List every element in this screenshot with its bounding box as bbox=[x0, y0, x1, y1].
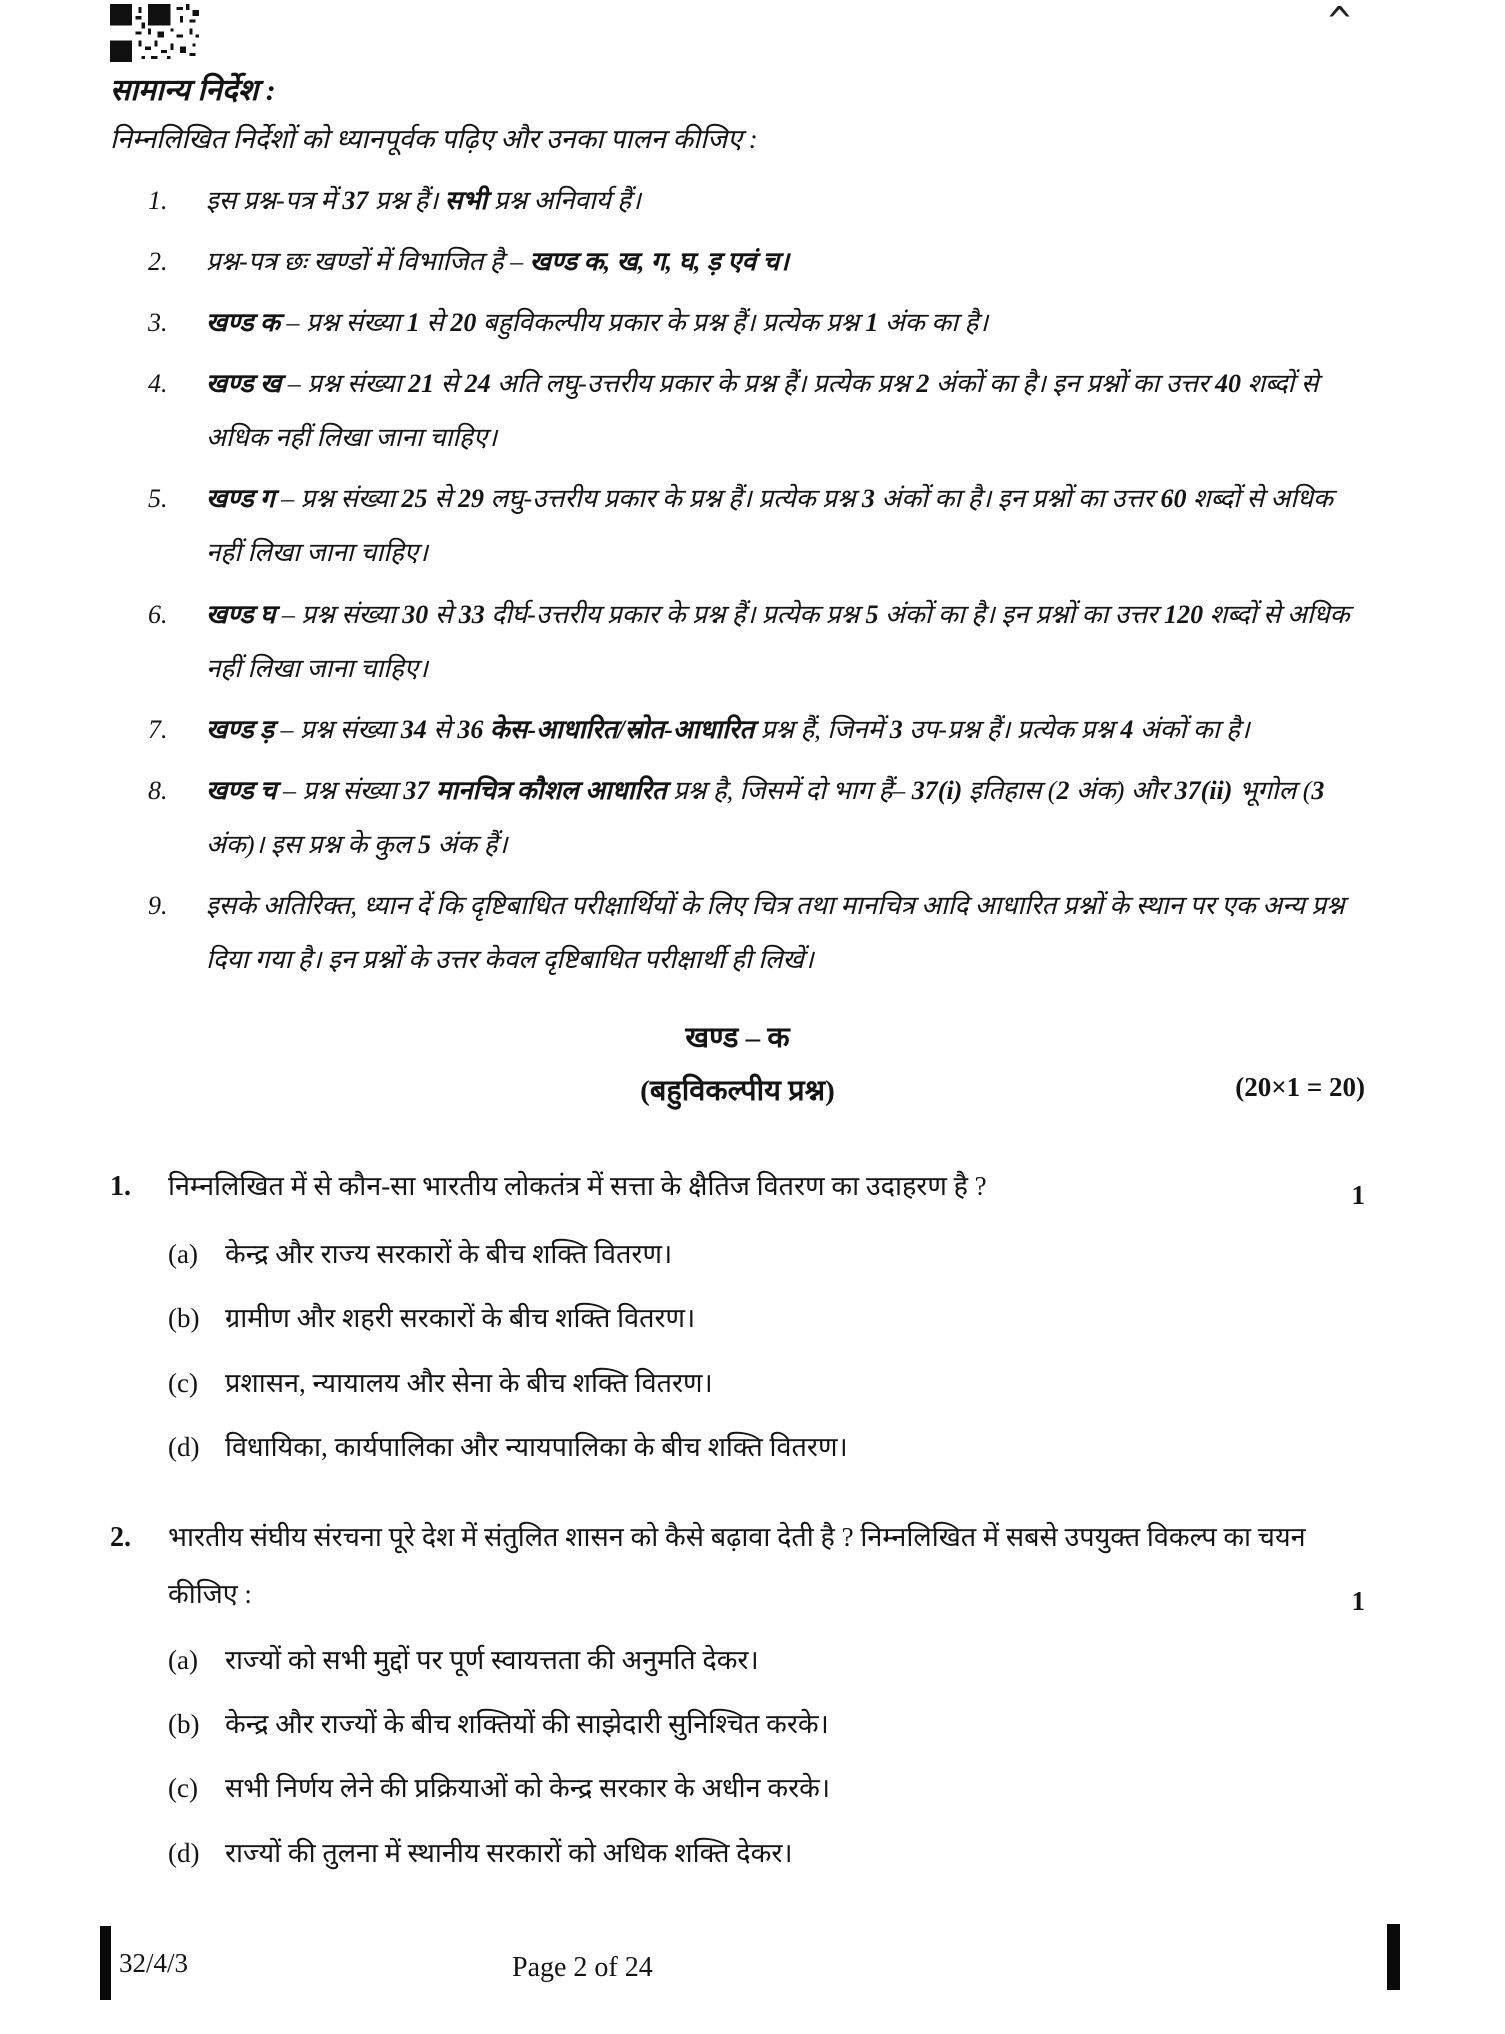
instruction-run: 37 bbox=[403, 775, 430, 805]
instruction-number: 9. bbox=[148, 890, 168, 920]
instruction-number: 2. bbox=[148, 247, 168, 277]
option-row bbox=[110, 1761, 1365, 1816]
instruction-text bbox=[184, 879, 1365, 987]
instruction-run: 33 bbox=[458, 599, 485, 629]
option-row bbox=[110, 1291, 1365, 1346]
question-body bbox=[168, 1158, 1365, 1217]
instruction-item bbox=[110, 357, 1365, 465]
option-text: ग्रामीण और शहरी सरकारों के बीच शक्ति वितरण। bbox=[225, 1303, 696, 1334]
instruction-run: 37 bbox=[342, 186, 369, 215]
option-row bbox=[110, 1227, 1365, 1282]
instruction-run: अति लघु-उत्तरीय प्रकार के प्रश्न हैं। प्रत्येक प्रश्न bbox=[490, 369, 917, 399]
instruction-run: भूगोल ( bbox=[1232, 775, 1312, 805]
instruction-text bbox=[184, 588, 1365, 696]
option-row bbox=[110, 1826, 1365, 1881]
instruction-run: 20 bbox=[450, 308, 477, 338]
instruction-item bbox=[110, 588, 1365, 696]
instruction-run: 34 bbox=[400, 714, 427, 744]
instruction-run: 37(ii) bbox=[1174, 775, 1233, 805]
instruction-item bbox=[110, 235, 1365, 289]
section-subtitle: (बहुविकल्पीय प्रश्न) bbox=[640, 1075, 835, 1108]
page-footer bbox=[0, 1924, 1505, 2000]
question-header bbox=[110, 1158, 1365, 1217]
instruction-text bbox=[184, 174, 1365, 228]
qr-code-icon bbox=[110, 4, 202, 62]
question-marks: 1 bbox=[1351, 1585, 1365, 1616]
instruction-run: 1 bbox=[865, 308, 879, 338]
instruction-run: उप-प्रश्न हैं। प्रत्येक प्रश्न bbox=[902, 714, 1121, 744]
instruction-run: से bbox=[419, 308, 451, 338]
option-row bbox=[110, 1356, 1365, 1411]
instruction-run: – प्रश्न संख्या bbox=[275, 599, 403, 629]
instruction-number: 7. bbox=[148, 714, 168, 744]
instruction-text bbox=[184, 357, 1365, 465]
instruction-run: – प्रश्न संख्या bbox=[276, 775, 404, 805]
instruction-run: प्रश्न हैं। bbox=[368, 186, 445, 215]
option-text: सभी निर्णय लेने की प्रक्रियाओं को केन्द्र सरकार के अधीन करके। bbox=[225, 1773, 831, 1804]
option-label: (d) bbox=[168, 1837, 200, 1868]
instruction-run: 29 bbox=[458, 484, 485, 514]
instruction-run: 60 bbox=[1160, 484, 1187, 514]
instruction-run: खण्ड च bbox=[206, 775, 277, 805]
option-label: (b) bbox=[168, 1303, 200, 1334]
instruction-run: खण्ड ड़ bbox=[206, 714, 274, 744]
instruction-run: 37(i) bbox=[911, 775, 963, 805]
instruction-item bbox=[110, 764, 1365, 872]
options-list bbox=[110, 1633, 1365, 1881]
option-row bbox=[110, 1697, 1365, 1752]
instruction-run: 30 bbox=[402, 599, 429, 629]
instruction-run: केस-आधारित/स्रोत-आधारित bbox=[489, 714, 755, 744]
instruction-run: – प्रश्न संख्या bbox=[273, 714, 401, 744]
section-subtitle-row bbox=[110, 1070, 1365, 1132]
instruction-run: खण्ड घ bbox=[206, 599, 276, 629]
instruction-run: अंक हैं। bbox=[430, 829, 508, 859]
instruction-number: 3. bbox=[148, 308, 168, 338]
instruction-text bbox=[184, 472, 1365, 580]
instruction-run: मानचित्र कौशल आधारित bbox=[435, 775, 667, 805]
instruction-run: अंक)। इस प्रश्न के कुल bbox=[206, 829, 418, 859]
instruction-run: खण्ड ख bbox=[206, 369, 282, 399]
section-title: खण्ड – क bbox=[685, 1022, 790, 1055]
instruction-run: 3 bbox=[889, 714, 903, 744]
instruction-run: से bbox=[426, 714, 458, 744]
option-label: (a) bbox=[168, 1238, 198, 1269]
option-label: (d) bbox=[168, 1431, 200, 1462]
instruction-item bbox=[110, 879, 1365, 987]
instruction-run: खण्ड ग bbox=[206, 484, 275, 514]
option-text: विधायिका, कार्यपालिका और न्यायपालिका के बीच शक्ति वितरण। bbox=[225, 1431, 848, 1462]
instruction-text bbox=[184, 296, 1365, 350]
instruction-number: 8. bbox=[148, 775, 168, 805]
instruction-item bbox=[110, 296, 1365, 350]
instruction-run: से bbox=[428, 599, 459, 629]
instruction-run: से bbox=[427, 484, 459, 514]
instruction-run: 5 bbox=[865, 599, 879, 629]
instruction-run: इसके अतिरिक्त, ध्यान दें कि दृष्टिबाधित परीक्षार्थियों के लिए चित्र तथा मानचित्र आदि आधारित प्रश्नों के स्थान पर एक अन्य प्रश्न दिया गया है। इन प्रश्नों के उत्तर केवल दृष्टिबाधित परीक्षार्थी ही लिखें। bbox=[206, 890, 1345, 975]
question-text: भारतीय संघीय संरचना पूरे देश में संतुलित शासन को कैसे बढ़ावा देती है ? निम्नलिखित में सबसे उपयुक्त विकल्प का चयन कीजिए : bbox=[168, 1522, 1306, 1609]
instruction-run: शब्दों से अधिक नहीं लिखा जाना चाहिए। bbox=[206, 484, 1333, 568]
instruction-run: खण्ड क bbox=[206, 308, 280, 338]
option-text: राज्यों को सभी मुद्दों पर पूर्ण स्वायत्तता की अनुमति देकर। bbox=[225, 1644, 759, 1675]
option-label: (c) bbox=[168, 1773, 198, 1804]
instruction-item bbox=[110, 472, 1365, 580]
instruction-run: अंकों का है। bbox=[1133, 714, 1250, 744]
instruction-run: से bbox=[434, 369, 465, 399]
question-header bbox=[110, 1509, 1365, 1622]
option-label: (a) bbox=[168, 1644, 198, 1675]
instructions-intro: निम्नलिखित निर्देशों को ध्यानपूर्वक पढ़िए और उनका पालन कीजिए : bbox=[110, 124, 758, 154]
instruction-run: प्रश्न हैं, जिनमें bbox=[754, 714, 890, 744]
option-text: प्रशासन, न्यायालय और सेना के बीच शक्ति वितरण। bbox=[225, 1367, 713, 1398]
question-marks: 1 bbox=[1351, 1179, 1365, 1210]
instruction-run: 2 bbox=[1056, 775, 1070, 805]
instruction-run: लघु-उत्तरीय प्रकार के प्रश्न हैं। प्रत्येक प्रश्न bbox=[484, 484, 862, 514]
option-row bbox=[110, 1633, 1365, 1688]
instruction-run: 40 bbox=[1214, 369, 1241, 399]
instruction-run: 3 bbox=[1311, 775, 1325, 805]
section-marks: (20×1 = 20) bbox=[1235, 1072, 1365, 1103]
instruction-number: 5. bbox=[148, 484, 168, 514]
instruction-run: 21 bbox=[408, 369, 435, 399]
instruction-run: अंकों का है। इन प्रश्नों का उत्तर bbox=[874, 484, 1161, 514]
instruction-run: 5 bbox=[417, 829, 431, 859]
instruction-run: 4 bbox=[1120, 714, 1134, 744]
option-label: (c) bbox=[168, 1367, 198, 1398]
instruction-run: प्रश्न है, जिसमें दो भाग हैं– bbox=[666, 775, 912, 805]
instruction-text bbox=[184, 764, 1365, 872]
option-text: केन्द्र और राज्य सरकारों के बीच शक्ति वितरण। bbox=[225, 1238, 673, 1269]
instruction-run: प्रश्न अनिवार्य हैं। bbox=[487, 186, 641, 215]
right-margin-bar bbox=[1387, 1924, 1400, 1990]
instruction-run: खण्ड क, ख, ग, घ, ड़ एवं च। bbox=[529, 247, 789, 277]
option-label: (b) bbox=[168, 1708, 200, 1739]
instruction-run: – प्रश्न संख्या bbox=[274, 484, 402, 514]
instruction-number: 6. bbox=[148, 599, 168, 629]
instruction-run: अंकों का है। इन प्रश्नों का उत्तर bbox=[929, 369, 1215, 399]
options-list bbox=[110, 1227, 1365, 1475]
instruction-run: अंक का है। bbox=[878, 308, 989, 338]
instruction-run: 36 bbox=[457, 714, 484, 744]
instruction-run: बहुविकल्पीय प्रकार के प्रश्न हैं। प्रत्येक प्रश्न bbox=[476, 308, 866, 338]
question-number: 1. bbox=[110, 1171, 131, 1203]
instruction-number: 1. bbox=[148, 186, 168, 215]
instruction-run: – प्रश्न संख्या bbox=[281, 369, 409, 399]
instruction-run: सभी bbox=[444, 186, 488, 215]
instruction-run: 1 bbox=[406, 308, 420, 338]
instruction-text bbox=[184, 235, 1365, 289]
instruction-run: 24 bbox=[464, 369, 491, 399]
instruction-item bbox=[110, 174, 1365, 228]
instruction-run: 2 bbox=[916, 369, 930, 399]
chevron-up-icon[interactable]: ^ bbox=[1328, 0, 1351, 43]
question-text: निम्नलिखित में से कौन-सा भारतीय लोकतंत्र में सत्ता के क्षैतिज वितरण का उदाहरण है ? bbox=[168, 1171, 987, 1202]
instructions-list bbox=[110, 174, 1365, 987]
instruction-run: दीर्घ-उत्तरीय प्रकार के प्रश्न हैं। प्रत्येक प्रश्न bbox=[484, 599, 866, 629]
option-text: केन्द्र और राज्यों के बीच शक्तियों की साझेदारी सुनिश्चित करके। bbox=[225, 1708, 829, 1739]
questions bbox=[110, 1158, 1365, 1881]
left-margin-bar bbox=[100, 1926, 111, 2000]
instruction-number: 4. bbox=[148, 369, 168, 399]
option-row bbox=[110, 1420, 1365, 1475]
general-instructions-heading: सामान्य निर्देश : bbox=[110, 74, 276, 107]
question-block bbox=[110, 1158, 1365, 1475]
instruction-run: इस प्रश्न-पत्र में bbox=[206, 186, 343, 215]
instruction-run: 3 bbox=[861, 484, 875, 514]
page-number-label: Page 2 of 24 bbox=[512, 1952, 653, 1983]
instruction-run: शब्दों से अधिक नहीं लिखा जाना चाहिए। bbox=[206, 369, 1319, 453]
instruction-run: अंक) और bbox=[1069, 775, 1175, 805]
paper-code: 32/4/3 bbox=[119, 1947, 189, 1978]
instruction-run: शब्दों से अधिक नहीं लिखा जाना चाहिए। bbox=[206, 599, 1350, 683]
instruction-run: 25 bbox=[401, 484, 428, 514]
instruction-item bbox=[110, 703, 1365, 757]
question-block bbox=[110, 1509, 1365, 1881]
instruction-run: अंकों का है। इन प्रश्नों का उत्तर bbox=[878, 599, 1165, 629]
question-number: 2. bbox=[110, 1522, 131, 1554]
question-body bbox=[168, 1509, 1365, 1622]
footer-left bbox=[100, 1926, 188, 2000]
instruction-run: 120 bbox=[1164, 599, 1204, 629]
option-text: राज्यों की तुलना में स्थानीय सरकारों को अधिक शक्ति देकर। bbox=[225, 1837, 793, 1868]
instruction-text bbox=[184, 703, 1365, 757]
instruction-run: प्रश्न-पत्र छः खण्डों में विभाजित है – bbox=[206, 247, 530, 277]
instruction-run: इतिहास ( bbox=[962, 775, 1057, 805]
instruction-run: – प्रश्न संख्या bbox=[280, 308, 407, 338]
